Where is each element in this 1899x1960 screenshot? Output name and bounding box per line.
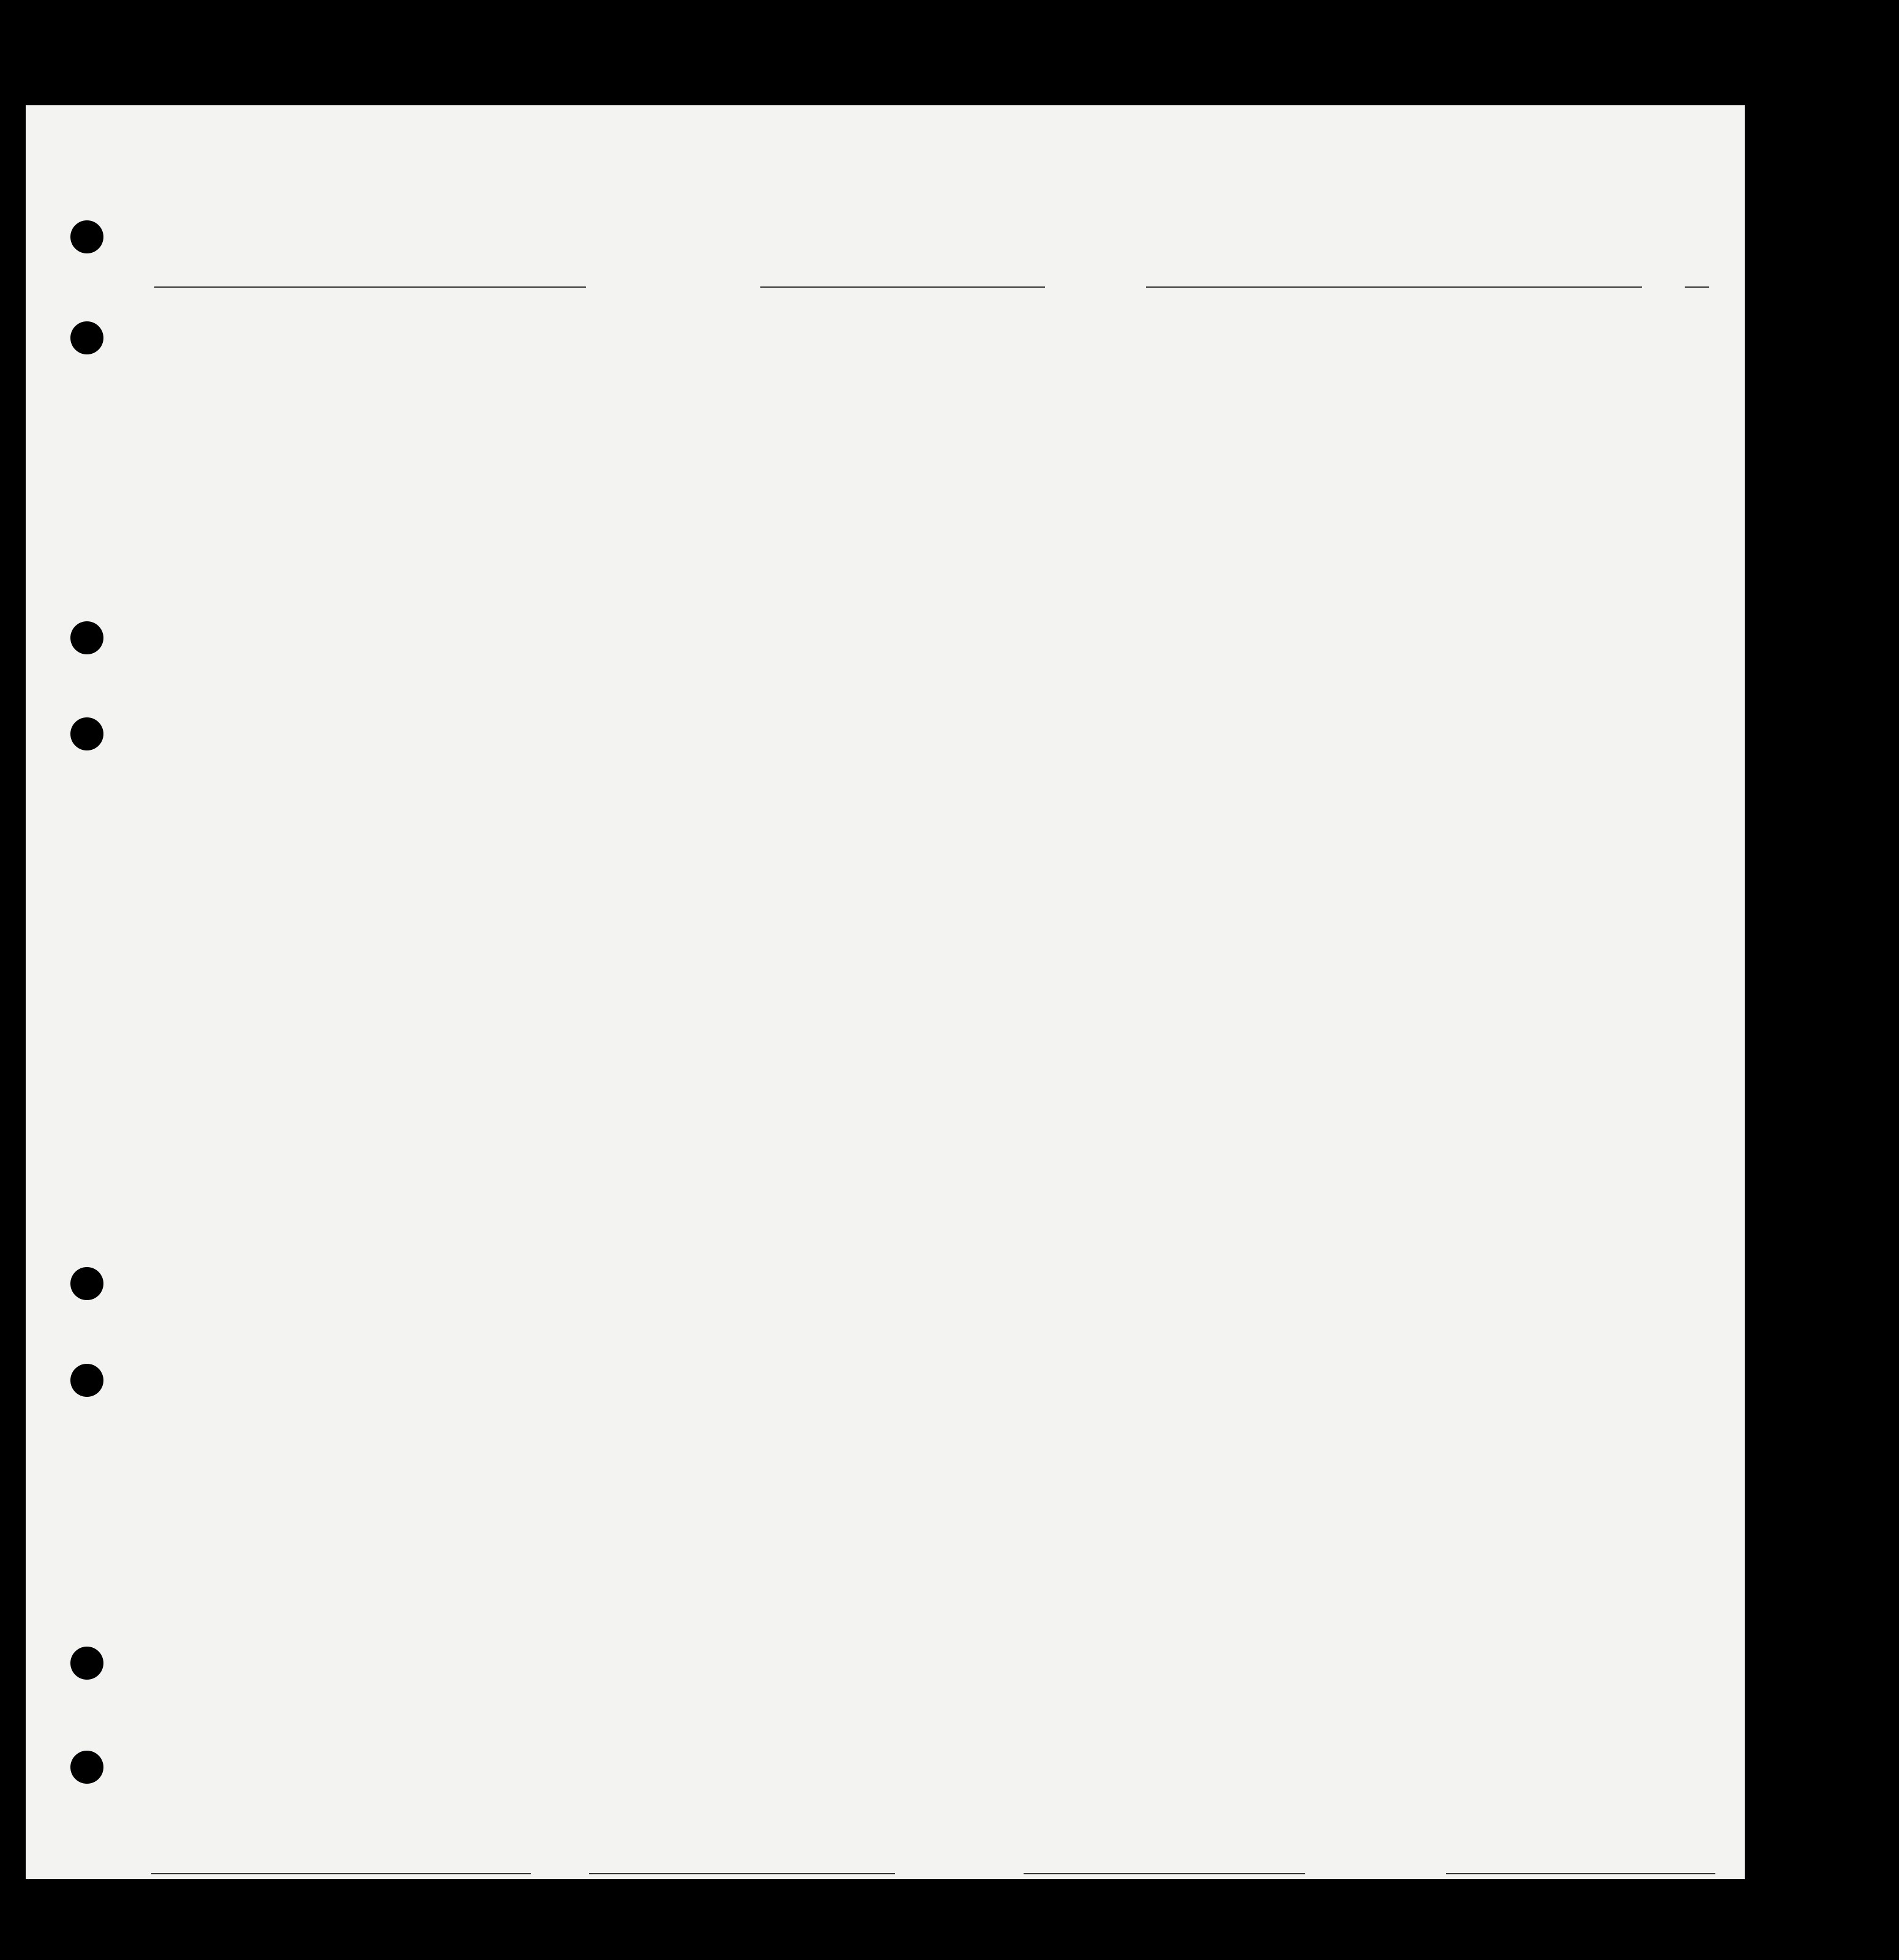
footer-row: [26, 1853, 1745, 1878]
punch-hole: [70, 1647, 103, 1680]
vessel-info-row: [26, 266, 1745, 290]
manifest-sheet: [26, 105, 1745, 1879]
punch-hole: [70, 621, 103, 654]
punch-hole: [70, 220, 103, 253]
tally-slash-marks: [26, 105, 1745, 1879]
punch-hole: [70, 717, 103, 750]
punch-hole: [70, 1751, 103, 1784]
punch-hole: [70, 321, 103, 354]
punch-hole: [70, 1364, 103, 1397]
punch-hole: [70, 1267, 103, 1300]
